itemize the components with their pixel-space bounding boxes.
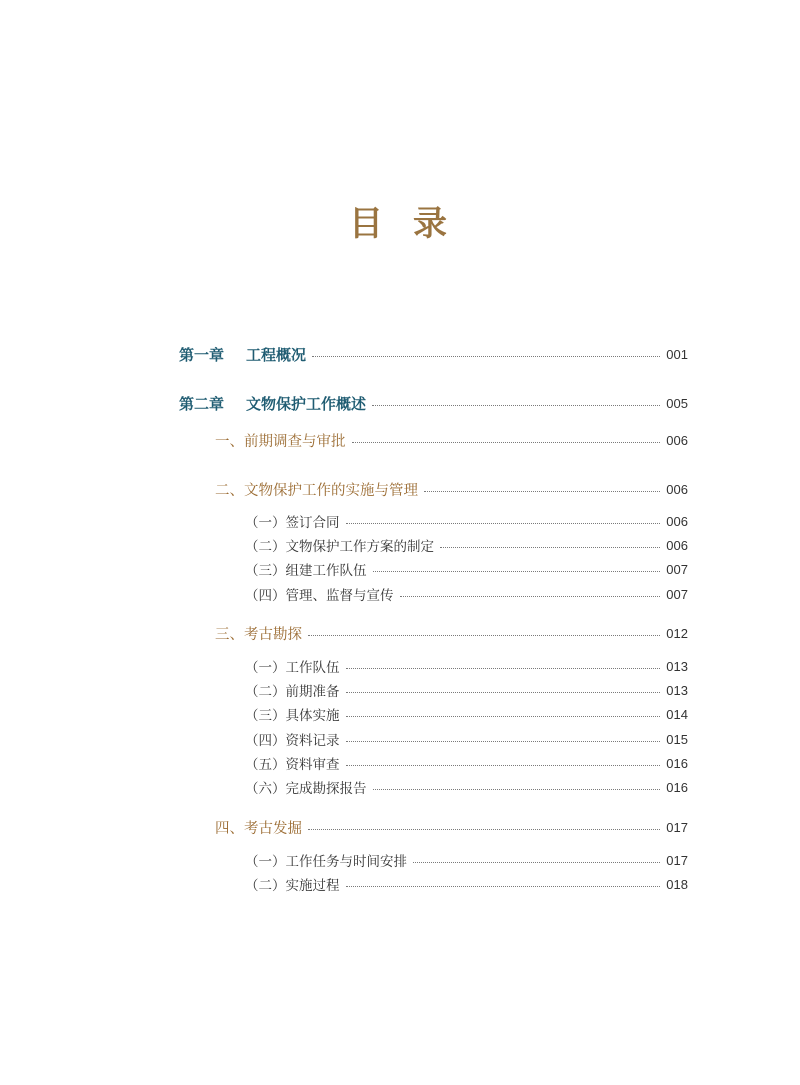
toc-entry-label: （三）具体实施 (245, 708, 340, 724)
toc-entry-section[interactable] (215, 478, 688, 500)
toc-entry-label: （六）完成勘探报告 (245, 781, 367, 797)
toc-leader-dots (308, 635, 660, 636)
toc-entry-subsection[interactable] (245, 679, 688, 701)
toc-entry-section[interactable] (215, 622, 688, 644)
toc-entry-label: （二）实施过程 (245, 878, 340, 894)
toc-leader-dots (373, 571, 661, 572)
toc-entry-subsection[interactable] (245, 655, 688, 677)
toc-chapter-number: 第二章 (179, 394, 225, 413)
page-title-part1: 目 (349, 204, 387, 244)
toc-leader-dots (372, 405, 660, 406)
toc-entry-chapter-1[interactable] (179, 343, 688, 365)
toc-entry-label: 三、考古勘探 (215, 626, 302, 643)
toc-entry-label: 四、考古发掘 (215, 820, 302, 837)
toc-entry-label: （三）组建工作队伍 (245, 563, 367, 579)
toc-page-number: 016 (666, 755, 688, 771)
toc-leader-dots (346, 692, 661, 693)
toc-leader-dots (400, 596, 661, 597)
toc-page-number: 001 (666, 346, 688, 362)
toc-chapter-title: 工程概况 (246, 345, 307, 364)
toc-leader-dots (352, 442, 661, 443)
toc-entry-label: 二、文物保护工作的实施与管理 (215, 482, 418, 499)
toc-leader-dots (373, 789, 661, 790)
toc-entry-label: 一、前期调查与审批 (215, 433, 346, 450)
toc-page-number: 007 (666, 586, 688, 602)
toc-page-number: 005 (666, 395, 688, 411)
page-title-part2: 录 (413, 204, 451, 244)
toc-entry-label (179, 344, 306, 365)
toc-page-number: 006 (666, 537, 688, 553)
toc-page-number: 006 (666, 513, 688, 529)
toc-entry-label (179, 393, 366, 414)
toc-leader-dots (440, 547, 660, 548)
toc-page-number: 012 (666, 625, 688, 641)
toc-entry-subsection[interactable] (245, 558, 688, 580)
toc-page-number: 013 (666, 658, 688, 674)
toc-page-number: 018 (666, 876, 688, 892)
toc-entry-subsection[interactable] (245, 752, 688, 774)
toc-entry-subsection[interactable] (245, 776, 688, 798)
toc-entry-chapter-2[interactable] (179, 392, 688, 414)
toc-chapter-title: 文物保护工作概述 (246, 394, 367, 413)
toc-page-number: 014 (666, 706, 688, 722)
toc-entry-subsection[interactable] (245, 510, 688, 532)
toc-entry-subsection[interactable] (245, 703, 688, 725)
toc-leader-dots (346, 716, 661, 717)
toc-page-number: 013 (666, 682, 688, 698)
toc-entry-section[interactable] (215, 429, 688, 451)
toc-entry-label: （五）资料审查 (245, 757, 340, 773)
toc-page-number: 017 (666, 819, 688, 835)
toc-leader-dots (346, 741, 661, 742)
toc-leader-dots (312, 356, 660, 357)
toc-leader-dots (346, 523, 661, 524)
toc-page-number: 015 (666, 731, 688, 747)
toc-leader-dots (308, 829, 660, 830)
toc-page-number: 006 (666, 481, 688, 497)
toc-leader-dots (346, 668, 661, 669)
toc-entry-label: （一）工作队伍 (245, 660, 340, 676)
toc-entry-label: （四）资料记录 (245, 733, 340, 749)
toc-entry-subsection[interactable] (245, 728, 688, 750)
toc-entry-subsection[interactable] (245, 583, 688, 605)
toc-entry-subsection[interactable] (245, 873, 688, 895)
toc-entry-label: （一）签订合同 (245, 515, 340, 531)
toc-page-number: 006 (666, 432, 688, 448)
toc-entry-label: （二）文物保护工作方案的制定 (245, 539, 434, 555)
toc-page-number: 007 (666, 561, 688, 577)
toc-leader-dots (346, 886, 661, 887)
toc-entry-label: （四）管理、监督与宣传 (245, 588, 394, 604)
toc-entry-label: （二）前期准备 (245, 684, 340, 700)
toc-entry-subsection[interactable] (245, 534, 688, 556)
toc-leader-dots (346, 765, 661, 766)
toc-page-number: 017 (666, 852, 688, 868)
toc-page-number: 016 (666, 779, 688, 795)
toc-entry-label: （一）工作任务与时间安排 (245, 854, 407, 870)
toc-leader-dots (413, 862, 660, 863)
toc-entry-section[interactable] (215, 816, 688, 838)
toc-leader-dots (424, 491, 660, 492)
toc-entry-subsection[interactable] (245, 849, 688, 871)
toc-chapter-number: 第一章 (179, 345, 225, 364)
